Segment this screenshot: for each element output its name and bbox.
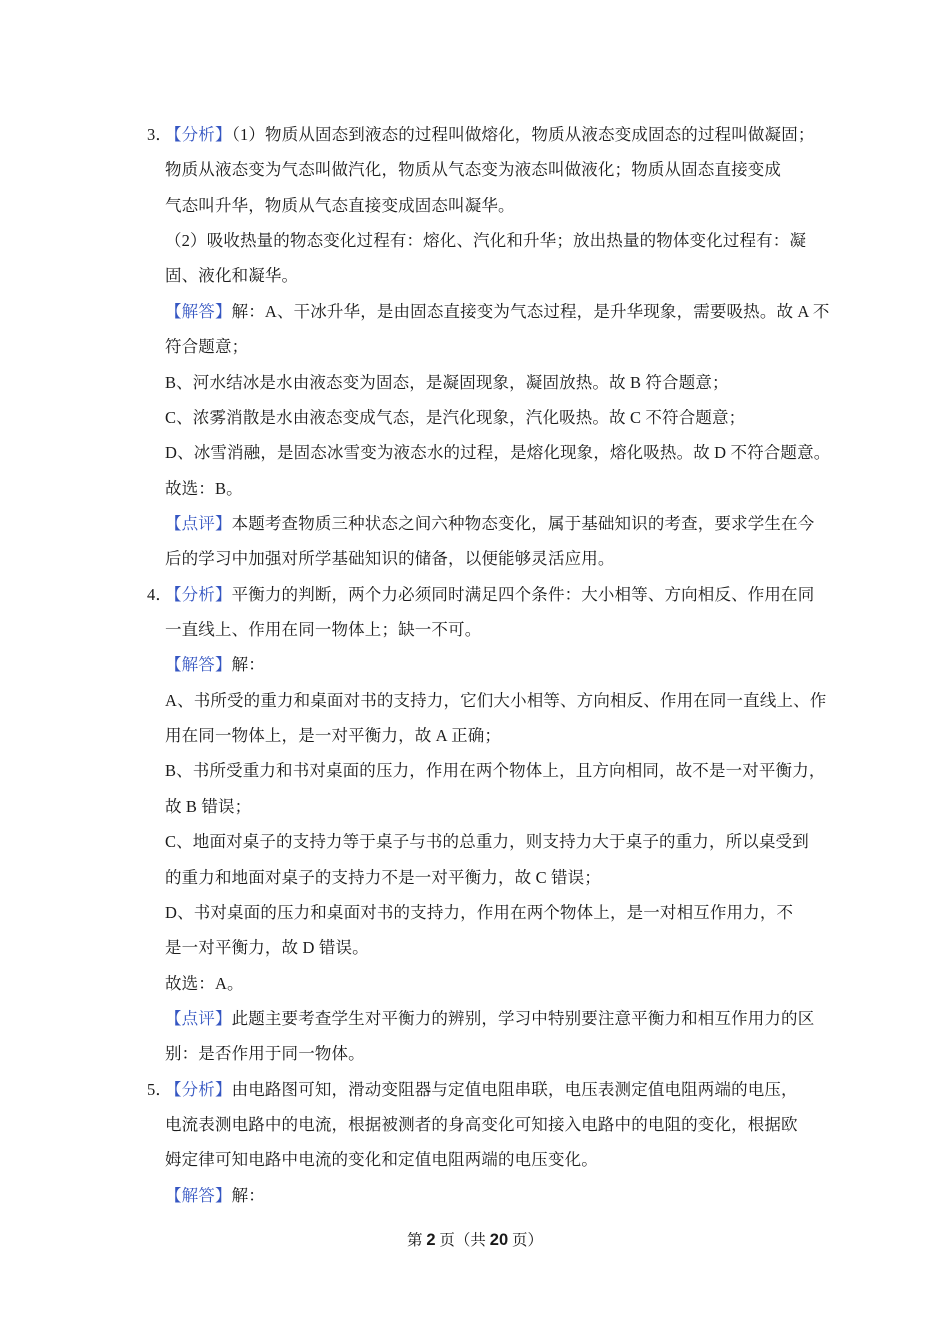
q4-answer-line: [165, 647, 865, 682]
text-line: 气态叫升华，物质从气态直接变成固态叫凝华。: [165, 195, 515, 215]
text-line: 物质从液态变为气态叫做汽化，物质从气态变为液态叫做液化；物质从固态直接变成: [165, 160, 782, 180]
text-line: B、河水结冰是水由液态变为固态，是凝固现象，凝固放热。故 B 符合题意；: [165, 372, 729, 392]
text-line: C、浓雾消散是水由液态变成气态，是汽化现象，汽化吸热。故 C 不符合题意；: [165, 407, 746, 427]
text-line: （2）吸收热量的物态变化过程有：熔化、汽化和升华；放出热量的物体变化过程有：凝: [165, 231, 807, 251]
q5-answer-line: [165, 1178, 865, 1213]
analysis-label: 【分析】: [165, 1079, 232, 1099]
comment-label: 【点评】: [165, 1008, 232, 1028]
q3-answer-line: [165, 294, 865, 329]
text-line: 符合题意；: [165, 337, 249, 357]
text-line: 姆定律可知电路中电流的变化和定值电阻两端的电压变化。: [165, 1150, 598, 1170]
text-line: 用在同一物体上，是一对平衡力，故 A 正确；: [165, 726, 502, 746]
text-line: 本题考查物质三种状态之间六种物态变化，属于基础知识的考查，要求学生在今: [231, 513, 815, 533]
analysis-label: 【分析】: [165, 584, 232, 604]
answer-label: 【解答】: [165, 655, 232, 675]
footer-prefix: 第: [406, 1232, 427, 1249]
comment-label: 【点评】: [165, 513, 232, 533]
text-line: D、冰雪消融，是固态冰雪变为液态水的过程，是熔化现象，熔化吸热。故 D 不符合题意。: [165, 443, 831, 463]
question-number: 3．: [147, 125, 173, 144]
text-line: 此题主要考查学生对平衡力的辨别，学习中特别要注意平衡力和相互作用力的区: [231, 1008, 815, 1028]
question-number: 4．: [147, 584, 173, 604]
analysis-label: 【分析】: [165, 125, 232, 144]
q5-analysis-line: [147, 1072, 865, 1107]
total-page-count: 20: [489, 1231, 509, 1249]
footer-middle: 页（共: [435, 1232, 490, 1249]
text-line: 解：: [231, 1185, 265, 1205]
text-line: 平衡力的判断，两个力必须同时满足四个条件：大小相等、方向相反、作用在同: [231, 584, 815, 604]
q4-analysis-line: [147, 577, 865, 612]
q4-comment-line: [165, 1001, 865, 1036]
text-line: 是一对平衡力，故 D 错误。: [165, 938, 369, 958]
answer-label: 【解答】: [165, 301, 232, 321]
text-line: 别：是否作用于同一物体。: [165, 1044, 365, 1064]
text-line: 后的学习中加强对所学基础知识的储备，以便能够灵活应用。: [165, 549, 615, 569]
question-number: 5．: [147, 1079, 173, 1099]
q3-analysis-line: [147, 117, 865, 152]
text-line: D、书对桌面的压力和桌面对书的支持力，作用在两个物体上，是一对相互作用力，不: [165, 902, 794, 922]
text-line: 由电路图可知，滑动变阻器与定值电阻串联，电压表测定值电阻两端的电压，: [231, 1079, 798, 1099]
text-line: 解：A、干冰升华，是由固态直接变为气态过程，是升华现象，需要吸热。故 A 不: [231, 301, 830, 321]
text-line: 解：: [231, 655, 265, 675]
text-line: C、地面对桌子的支持力等于桌子与书的总重力，则支持力大于桌子的重力，所以桌受到: [165, 832, 809, 852]
text-line: A、书所受的重力和桌面对书的支持力，它们大小相等、方向相反、作用在同一直线上、作: [165, 690, 827, 710]
text-line: 电流表测电路中的电流，根据被测者的身高变化可知接入电路中的电阻的变化，根据欧: [165, 1115, 798, 1135]
q3-comment-line: [165, 506, 865, 541]
text-line: 固、液化和凝华。: [165, 266, 299, 286]
text-line: 故选：B。: [165, 478, 243, 498]
answer-label: 【解答】: [165, 1185, 232, 1205]
page-footer: [0, 1226, 950, 1255]
footer-suffix: 页）: [508, 1232, 544, 1249]
text-line: 故选：A。: [165, 973, 244, 993]
text-line: B、书所受重力和书对桌面的压力，作用在两个物体上，且方向相同，故不是一对平衡力，: [165, 761, 826, 781]
text-line: 的重力和地面对桌子的支持力不是一对平衡力，故 C 错误；: [165, 867, 601, 887]
text-line: 一直线上、作用在同一物体上；缺一不可。: [165, 620, 482, 640]
text-line: （1）物质从固态到液态的过程叫做熔化，物质从液态变成固态的过程叫做凝固；: [231, 125, 815, 144]
current-page-number: 2: [426, 1231, 436, 1249]
answer-content: [147, 117, 865, 1213]
text-line: 故 B 错误；: [165, 796, 252, 816]
